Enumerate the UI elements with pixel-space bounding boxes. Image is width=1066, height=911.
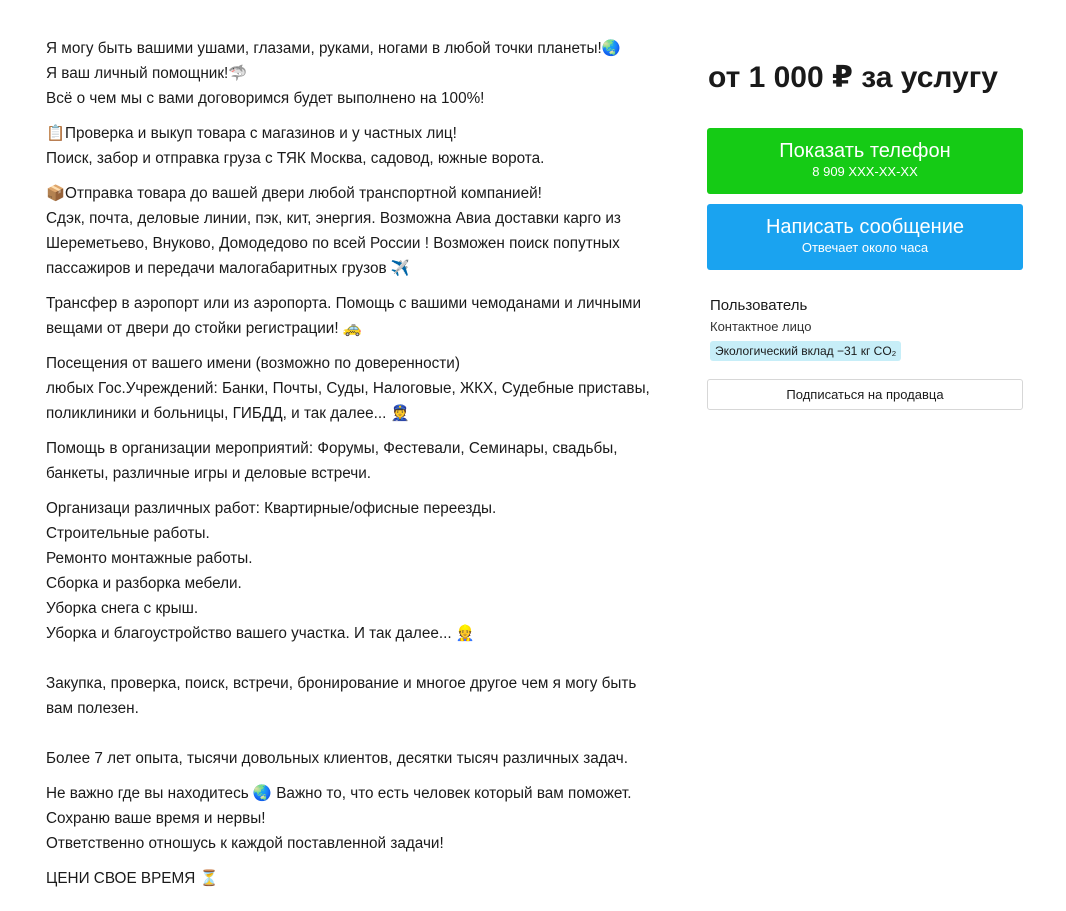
description-line: Сборка и разборка мебели. bbox=[46, 575, 242, 592]
description-line: ЦЕНИ СВОЕ ВРЕМЯ ⏳ bbox=[46, 870, 219, 887]
description-paragraph bbox=[46, 781, 686, 856]
description-line: Уборка и благоустройство вашего участка. И так далее... 👷 bbox=[46, 625, 475, 642]
description-paragraph bbox=[46, 866, 686, 891]
description-paragraph bbox=[46, 671, 686, 721]
description-line: 📋Проверка и выкуп товара с магазинов и у частных лиц! bbox=[46, 125, 457, 142]
description-line: поликлиники и больницы, ГИБДД, и так далее... 👮 bbox=[46, 405, 410, 422]
description-paragraph bbox=[46, 121, 686, 171]
description-line: вам полезен. bbox=[46, 700, 139, 717]
description-line: Строительные работы. bbox=[46, 525, 210, 542]
description-line: Ответственно отношусь к каждой поставленной задачи! bbox=[46, 835, 444, 852]
price: от 1 000 ₽ за услугу bbox=[708, 61, 998, 94]
description-line: 📦Отправка товара до вашей двери любой транспортной компанией! bbox=[46, 185, 542, 202]
description-paragraph bbox=[46, 36, 686, 111]
description-line: Не важно где вы находитесь 🌏 Важно то, что есть человек который вам поможет. bbox=[46, 785, 632, 802]
contact-sidebar bbox=[707, 56, 1023, 410]
description-line: Посещения от вашего имени (возможно по доверенности) bbox=[46, 355, 460, 372]
response-time: Отвечает около часа bbox=[801, 240, 929, 255]
seller-info bbox=[710, 296, 1023, 361]
description-line: Шереметьево, Внуково, Домодедово по всей России ! Возможен поиск попутных bbox=[46, 235, 620, 252]
show-phone-label: Показать телефон bbox=[779, 140, 951, 162]
description-line: Ремонто монтажные работы. bbox=[46, 550, 253, 567]
show-phone-button[interactable] bbox=[707, 128, 1023, 194]
seller-role: Контактное лицо bbox=[710, 319, 812, 334]
description-line: Поиск, забор и отправка груза с ТЯК Москва, садовод, южные ворота. bbox=[46, 150, 545, 167]
description-paragraph bbox=[46, 181, 686, 281]
description-paragraph bbox=[46, 746, 686, 771]
description-line: Трансфер в аэропорт или из аэропорта. Помощь с вашими чемоданами и личными bbox=[46, 295, 641, 312]
description-line: Более 7 лет опыта, тысячи довольных клиентов, десятки тысяч различных задач. bbox=[46, 750, 629, 767]
description-line: Сдэк, почта, деловые линии, пэк, кит, энергия. Возможна Авиа доставки карго из bbox=[46, 210, 621, 227]
send-message-label: Написать сообщение bbox=[765, 216, 964, 238]
description-line: Я ваш личный помощник!🦈 bbox=[46, 65, 248, 82]
send-message-button[interactable] bbox=[707, 204, 1023, 270]
description-paragraph bbox=[46, 436, 686, 486]
description-line: банкеты, различные игры и деловые встречи. bbox=[46, 465, 372, 482]
description-paragraph bbox=[46, 351, 686, 426]
description-line: Организаци различных работ: Квартирные/офисные переезды. bbox=[46, 500, 497, 517]
description-paragraph bbox=[46, 291, 686, 341]
description-line: Помощь в организации мероприятий: Форумы, Фестевали, Семинары, свадьбы, bbox=[46, 440, 618, 457]
description-line: пассажиров и передачи малогабаритных грузов ✈️ bbox=[46, 260, 410, 277]
eco-badge[interactable]: Экологический вклад −31 кг CO₂ bbox=[710, 341, 901, 361]
subscribe-button[interactable]: Подписаться на продавца bbox=[707, 379, 1023, 410]
description-line: любых Гос.Учреждений: Банки, Почты, Суды, Налоговые, ЖКХ, Судебные приставы, bbox=[46, 380, 650, 397]
description-paragraph bbox=[46, 496, 686, 646]
description-line: вещами от двери до стойки регистрации! 🚕 bbox=[46, 320, 362, 337]
description-line: Я могу быть вашими ушами, глазами, руками, ногами в любой точки планеты!🌏 bbox=[46, 40, 621, 57]
seller-name[interactable]: Пользователь bbox=[710, 297, 808, 314]
description-line: Закупка, проверка, поиск, встречи, бронирование и многое другое чем я могу быть bbox=[46, 675, 637, 692]
description-line: Всё о чем мы с вами договоримся будет выполнено на 100%! bbox=[46, 90, 485, 107]
listing-description bbox=[46, 36, 686, 901]
description-line: Уборка снега с крыш. bbox=[46, 600, 199, 617]
description-line: Сохраню ваше время и нервы! bbox=[46, 810, 266, 827]
phone-number: 8 909 XXX-XX-XX bbox=[812, 164, 918, 179]
